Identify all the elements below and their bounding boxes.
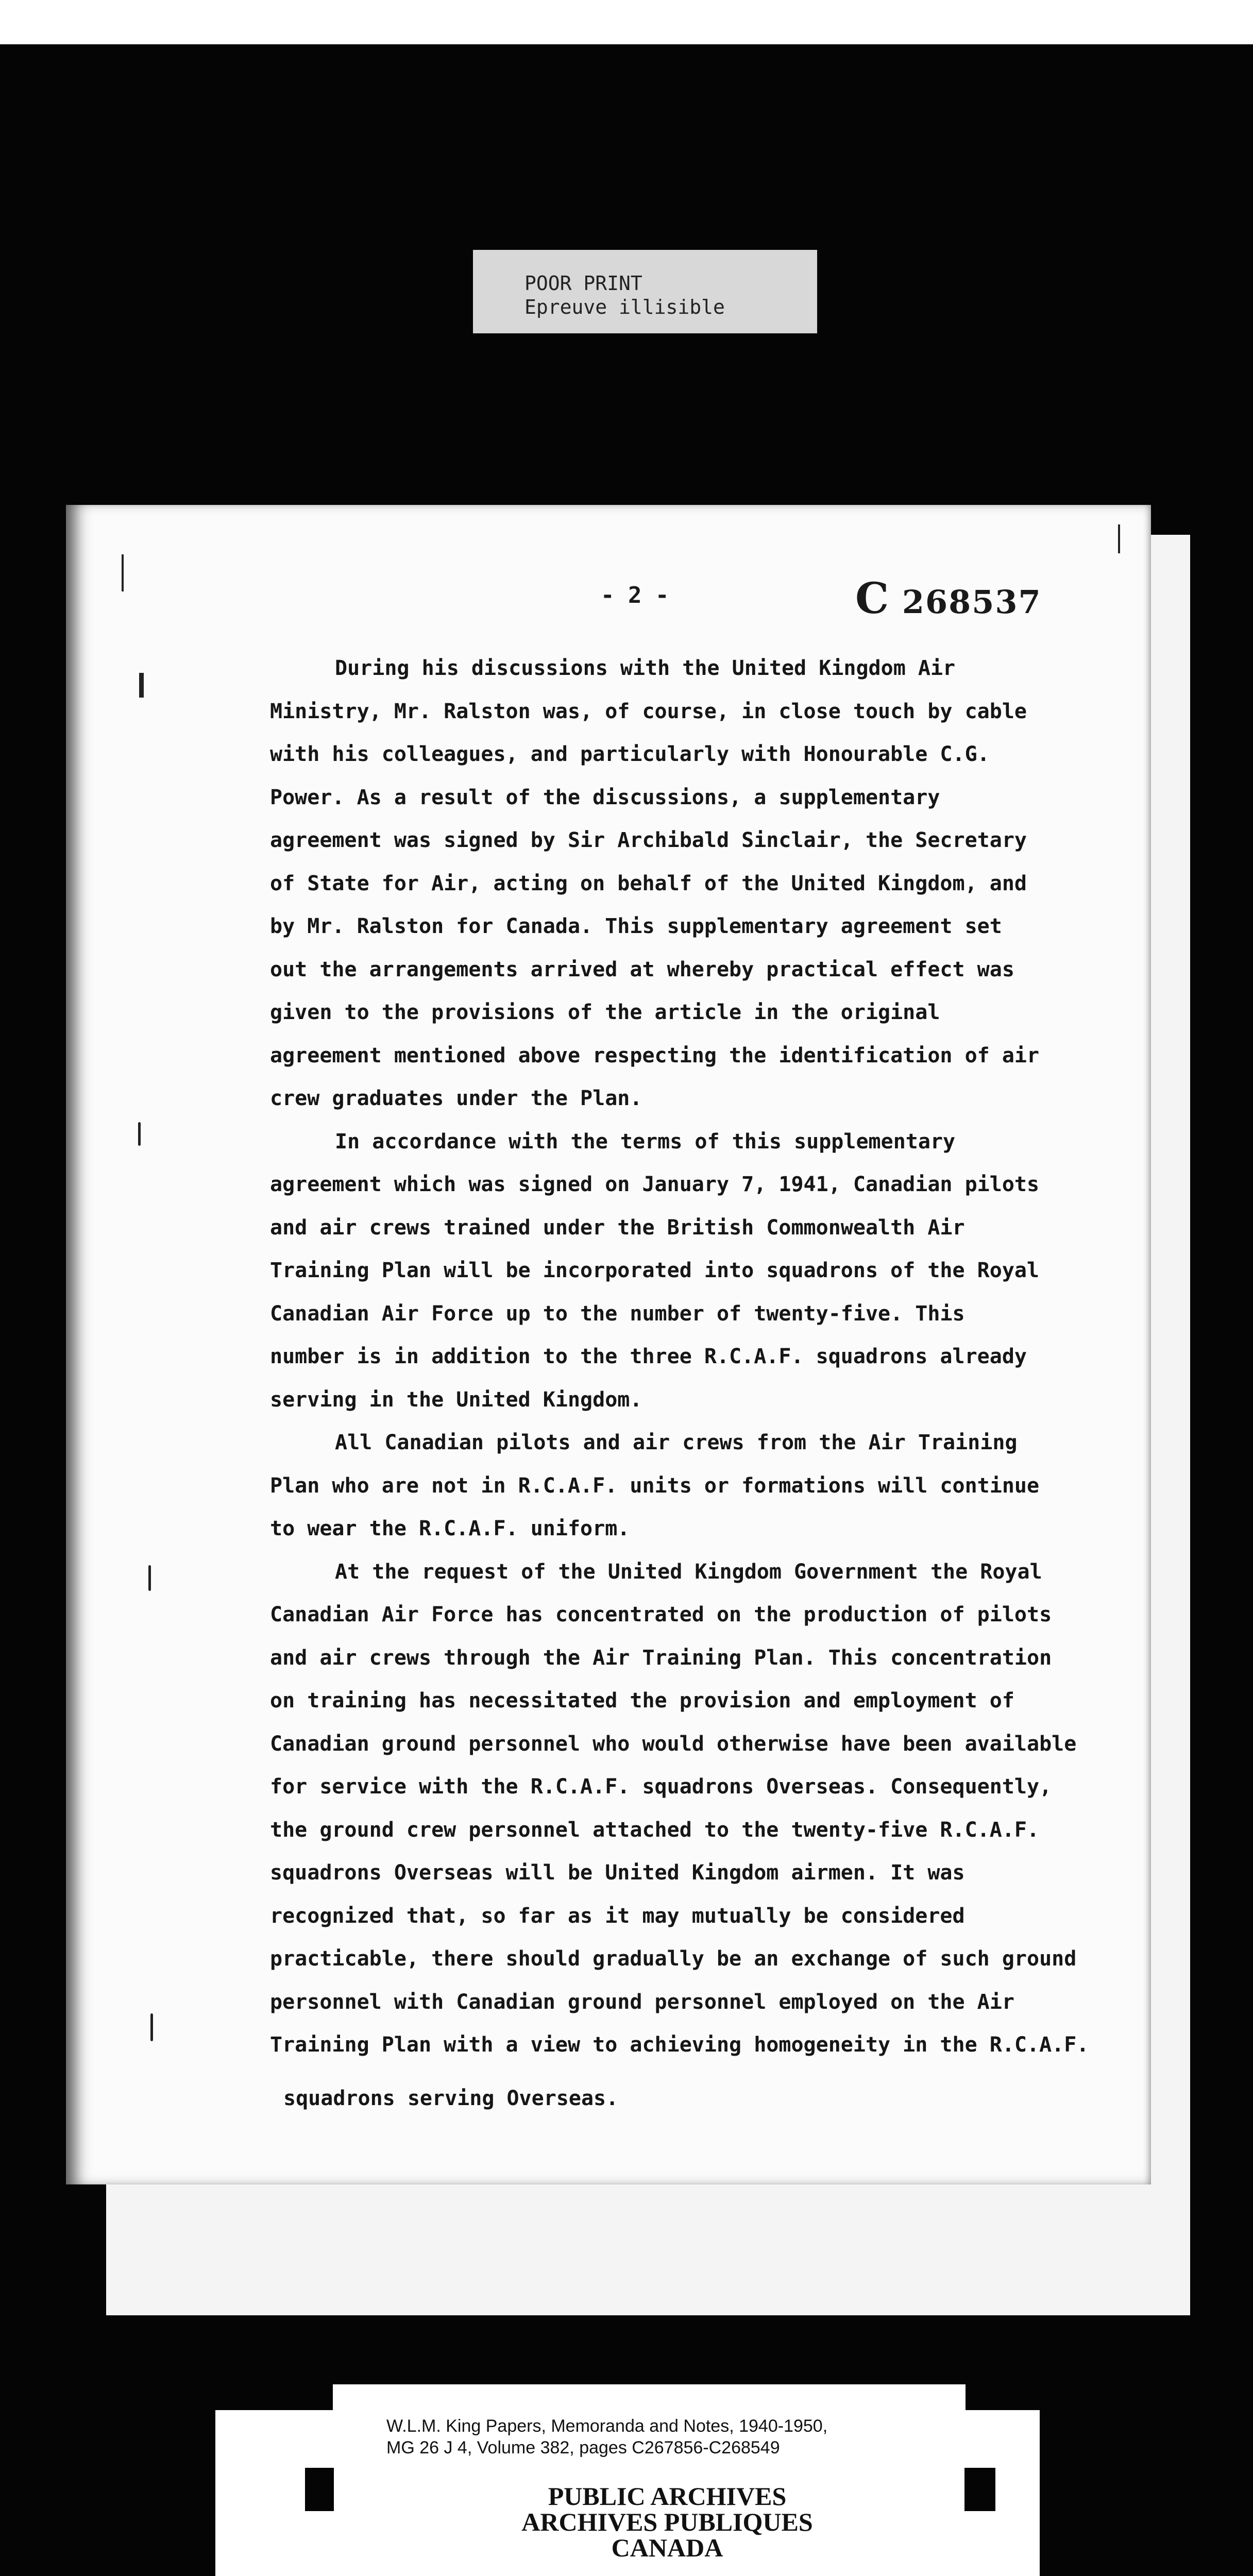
text-line: Canadian Air Force up to the number of twenty-five. This — [270, 1301, 965, 1326]
margin-mark — [138, 1122, 141, 1146]
text-line: the ground crew personnel attached to the twenty-five R.C.A.F. — [270, 1818, 1040, 1842]
text-line: by Mr. Ralston for Canada. This supplementary agreement set — [270, 914, 1002, 938]
text-line: agreement which was signed on January 7, 1941, Canadian pilots — [270, 1173, 1040, 1196]
text-line: Plan who are not in R.C.A.F. units or formations will continue — [270, 1473, 1040, 1498]
text-line: crew graduates under the Plan. — [270, 1087, 642, 1110]
margin-mark — [150, 2013, 153, 2041]
text-line: practicable, there should gradually be an exchange of such ground — [270, 1947, 1077, 1971]
text-line: Power. As a result of the discussions, a supplementary — [270, 785, 940, 809]
text-line: All Canadian pilots and air crews from the Air Training — [335, 1431, 1018, 1454]
text-line: Ministry, Mr. Ralston was, of course, in close touch by cable — [270, 699, 1027, 723]
text-line: Canadian ground personnel who would otherwise have been available — [270, 1732, 1077, 1756]
document-id-number: 268537 — [902, 583, 1042, 621]
text-line: on training has necessitated the provision and employment of — [270, 1689, 1014, 1713]
text-line: given to the provisions of the article in the original — [270, 1001, 940, 1024]
stamp-line-french: Epreuve illisible — [524, 296, 725, 318]
text-line: to wear the R.C.A.F. uniform. — [270, 1517, 630, 1540]
margin-mark — [1118, 524, 1120, 553]
archives-french: ARCHIVES PUBLIQUES — [521, 2507, 813, 2536]
text-line: personnel with Canadian ground personnel employed on the Air — [270, 1990, 1014, 2014]
text-line: recognized that, so far as it may mutually be considered — [270, 1904, 965, 1928]
margin-mark — [139, 673, 144, 698]
margin-mark — [148, 1565, 151, 1591]
text-line: for service with the R.C.A.F. squadrons Overseas. Consequently, — [270, 1775, 1052, 1799]
text-line: At the request of the United Kingdom Government the Royal — [335, 1560, 1042, 1584]
text-line: Training Plan with a view to achieving homogeneity in the R.C.A.F. — [270, 2033, 1089, 2057]
text-line: and air crews through the Air Training Plan. This concentration — [270, 1646, 1052, 1670]
text-line: Canadian Air Force has concentrated on the production of pilots — [270, 1603, 1052, 1626]
page-number: - 2 - — [601, 582, 669, 608]
document-id — [855, 574, 1042, 623]
text-line: out the arrangements arrived at whereby practical effect was — [270, 957, 1014, 981]
text-line: squadrons serving Overseas. — [283, 2086, 619, 2110]
text-line: of State for Air, acting on behalf of the United Kingdom, and — [270, 871, 1027, 895]
reference-line: MG 26 J 4, Volume 382, pages C267856-C268549 — [386, 2438, 780, 2458]
text-line: and air crews trained under the British Commonwealth Air — [270, 1215, 965, 1240]
text-line: In accordance with the terms of this supplementary — [335, 1129, 956, 1154]
archives-stamp — [443, 2483, 891, 2561]
archives-english: PUBLIC ARCHIVES — [548, 2482, 787, 2511]
poor-print-stamp — [473, 250, 817, 333]
text-line: agreement mentioned above respecting the identification of air — [270, 1043, 1040, 1067]
margin-mark — [122, 554, 124, 591]
text-line: squadrons Overseas will be United Kingdom airmen. It was — [270, 1861, 965, 1885]
archive-label-notch — [964, 2468, 995, 2511]
document-id-prefix: C — [855, 574, 890, 623]
text-line: Training Plan will be incorporated into squadrons of the Royal — [270, 1259, 1040, 1282]
archive-label-notch — [305, 2468, 334, 2511]
reference-line: W.L.M. King Papers, Memoranda and Notes, 1940-1950, — [386, 2416, 828, 2436]
archives-country: CANADA — [611, 2533, 723, 2562]
text-line: agreement was signed by Sir Archibald Sinclair, the Secretary — [270, 828, 1027, 852]
text-line: During his discussions with the United Kingdom Air — [335, 656, 956, 680]
text-line: with his colleagues, and particularly with Honourable C.G. — [270, 742, 990, 766]
archive-reference — [386, 2415, 953, 2459]
document-body — [270, 647, 1146, 2120]
text-line: serving in the United Kingdom. — [270, 1387, 642, 1412]
text-line: number is in addition to the three R.C.A.F. squadrons already — [270, 1345, 1027, 1368]
stamp-line-english: POOR PRINT — [524, 272, 642, 295]
